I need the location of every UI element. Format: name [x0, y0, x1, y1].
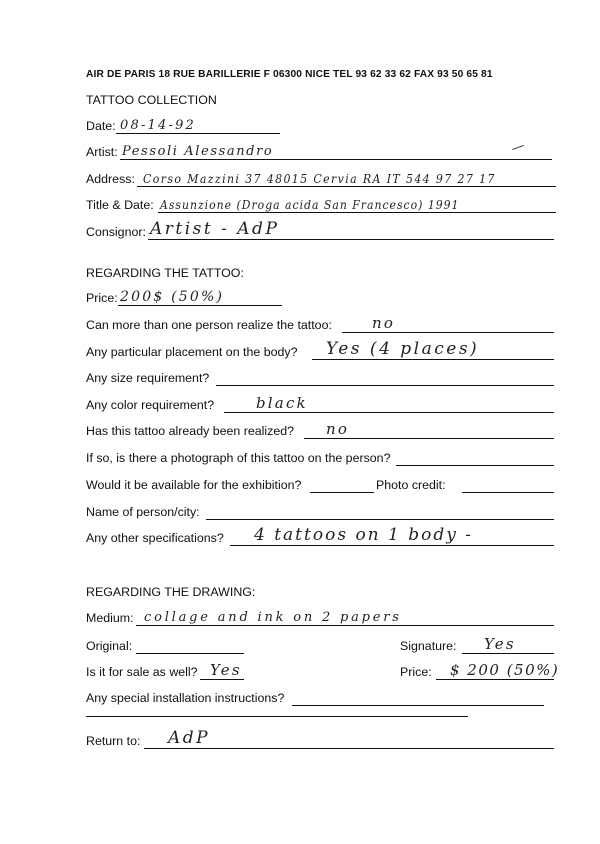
photo-credit-line: [462, 492, 554, 493]
person-city-label: Name of person/city:: [86, 505, 200, 519]
medium-line: [136, 625, 554, 626]
drawing-price-label: Price:: [400, 665, 432, 679]
photograph-row: [86, 447, 556, 469]
placement-row: [86, 341, 556, 363]
for-sale-value[interactable]: Yes: [210, 661, 242, 679]
address-line: [137, 186, 556, 187]
original-label: Original:: [86, 639, 133, 653]
person-city-line: [206, 519, 554, 520]
date-line: [116, 133, 280, 134]
color-label: Any color requirement?: [86, 398, 215, 412]
date-row: [86, 115, 286, 137]
date-label: Date:: [86, 119, 116, 133]
placement-line: [312, 359, 554, 360]
sale-price-row: [86, 661, 600, 683]
realized-label: Has this tattoo already been realized?: [86, 424, 295, 438]
return-to-label: Return to:: [86, 734, 141, 748]
photo-credit-label: Photo credit:: [376, 478, 446, 492]
installation-label: Any special installation instructions?: [86, 691, 285, 705]
return-to-value[interactable]: AdP: [168, 728, 211, 748]
tattoo-price-line: [118, 305, 282, 306]
artist-value[interactable]: Pessoli Alessandro: [122, 144, 274, 159]
realized-row: [86, 420, 556, 442]
photograph-line: [396, 465, 554, 466]
artist-label: Artist:: [86, 145, 118, 159]
color-row: [86, 394, 556, 416]
realized-value[interactable]: no: [326, 420, 350, 438]
title-date-row: [86, 194, 598, 216]
medium-value[interactable]: collage and ink on 2 papers: [144, 610, 402, 625]
address-row: [86, 168, 598, 190]
more-than-one-line: [342, 332, 554, 333]
return-to-line: [144, 748, 554, 749]
consignor-value[interactable]: Artist - AdP: [150, 219, 280, 239]
installation-row: [86, 687, 556, 709]
signature-value[interactable]: Yes: [484, 635, 516, 653]
original-line: [136, 653, 244, 654]
placement-label: Any particular placement on the body?: [86, 345, 298, 359]
color-line: [224, 412, 554, 413]
more-than-one-value[interactable]: no: [372, 314, 396, 332]
signature-label: Signature:: [400, 639, 457, 653]
medium-row: [86, 607, 556, 629]
more-than-one-row: [86, 314, 556, 336]
consignor-row: [86, 221, 556, 243]
signature-line: [462, 653, 554, 654]
for-sale-line: [200, 679, 244, 680]
original-signature-row: [86, 635, 556, 657]
title-date-value[interactable]: Assunzione (Droga acida San Francesco) 1991: [160, 198, 460, 212]
other-specs-label: Any other specifications?: [86, 531, 224, 545]
consignor-label: Consignor:: [86, 225, 146, 239]
realized-line: [304, 438, 554, 439]
tattoo-price-value[interactable]: 200$ (50%): [120, 289, 225, 305]
installation-line-2: [86, 716, 468, 717]
more-than-one-label: Can more than one person realize the tattoo:: [86, 318, 332, 332]
other-specs-line: [230, 545, 554, 546]
other-specs-row: [86, 527, 556, 549]
exhibition-row: [86, 474, 556, 496]
collection-title: TATTOO COLLECTION: [86, 93, 217, 107]
color-value[interactable]: black: [256, 394, 308, 412]
tattoo-price-row: [86, 287, 286, 309]
for-sale-label: Is it for sale as well?: [86, 665, 198, 679]
size-label: Any size requirement?: [86, 371, 210, 385]
address-label: Address:: [86, 172, 135, 186]
exhibition-line: [310, 492, 374, 493]
size-row: [86, 367, 556, 389]
artist-line: [120, 159, 552, 160]
placement-value[interactable]: Yes (4 places): [326, 339, 480, 359]
tattoo-heading: REGARDING THE TATTOO:: [86, 266, 244, 280]
gallery-header: AIR DE PARIS 18 RUE BARILLERIE F 06300 NICE TEL 93 62 33 62 FAX 93 50 65 81: [86, 69, 493, 80]
photograph-label: If so, is there a photograph of this tattoo on the person?: [86, 451, 391, 465]
drawing-price-value[interactable]: $ 200 (50%): [450, 661, 560, 679]
title-date-label: Title & Date:: [86, 198, 154, 212]
person-city-row: [86, 501, 556, 523]
drawing-heading: REGARDING THE DRAWING:: [86, 585, 256, 599]
size-line: [216, 385, 554, 386]
other-specs-value[interactable]: 4 tattoos on 1 body -: [254, 525, 474, 545]
return-to-row: [86, 730, 556, 752]
artist-row: [86, 141, 556, 163]
medium-label: Medium:: [86, 611, 134, 625]
drawing-price-line: [436, 679, 554, 680]
date-value[interactable]: 08-14-92: [120, 118, 197, 133]
address-value[interactable]: Corso Mazzini 37 48015 Cervia RA IT 544 97 27 17: [143, 172, 496, 186]
installation-line: [292, 705, 544, 706]
exhibition-label: Would it be available for the exhibition?: [86, 478, 302, 492]
title-date-line: [158, 212, 556, 213]
consignor-line: [148, 239, 554, 240]
tattoo-price-label: Price:: [86, 291, 118, 305]
